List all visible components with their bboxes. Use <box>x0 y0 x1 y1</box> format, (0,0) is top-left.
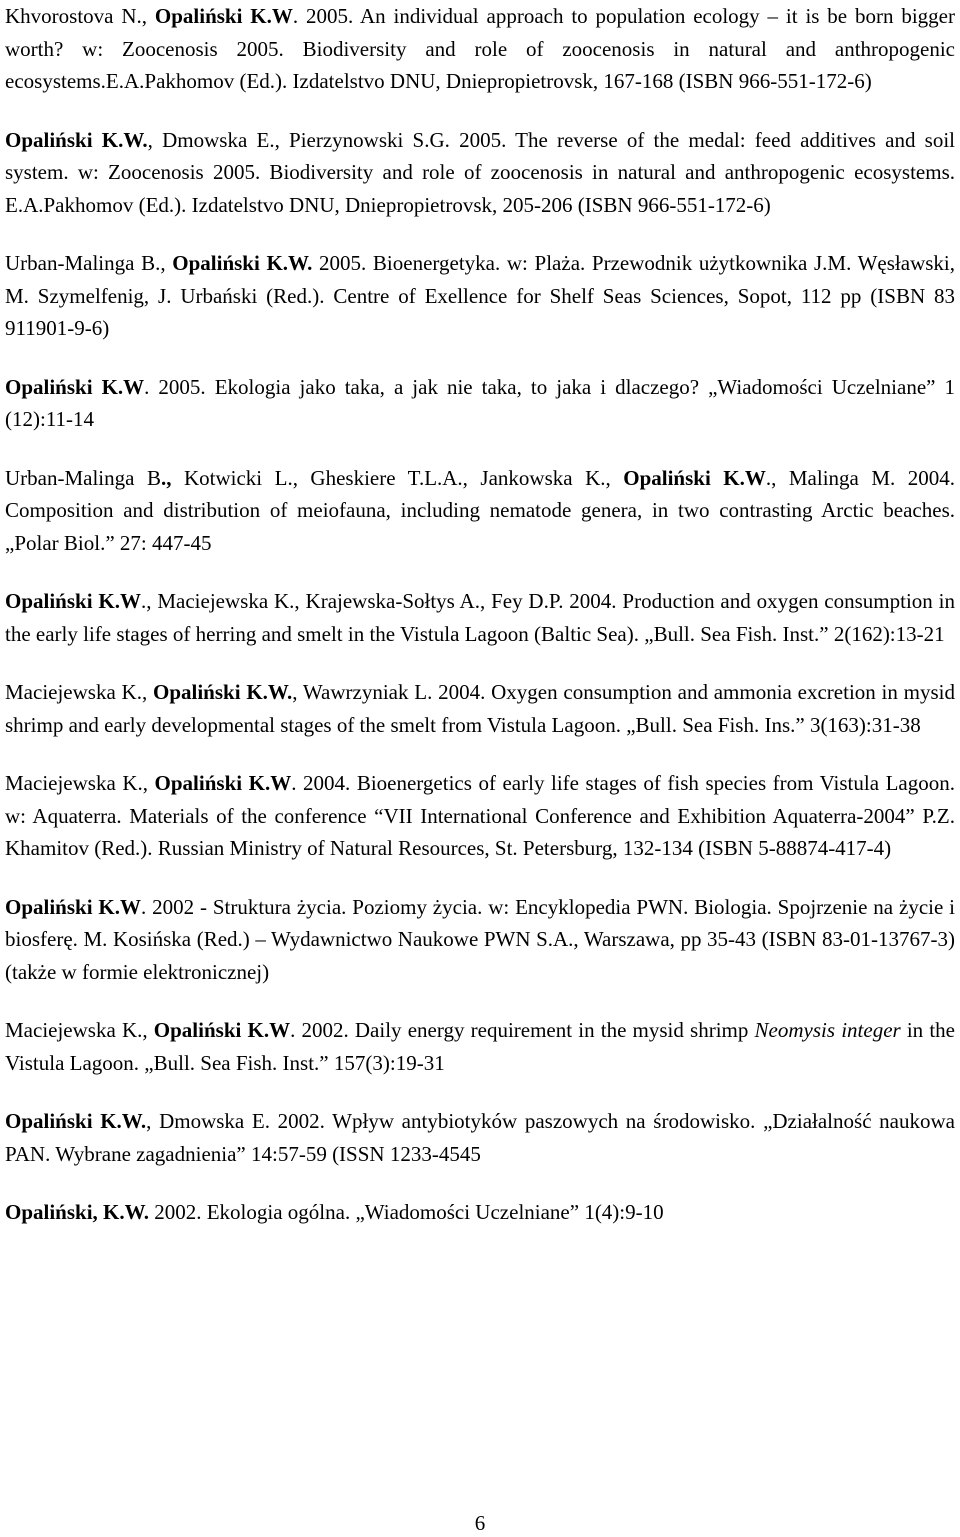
reference-text: , Dmowska E., Pierzynowski S.G. 2005. The reverse of the medal: feed additives and soil system. w: Zoocenosis 2005. Biodiversity and role of zoocenosis in natural and anthropogenic ecosystems. E.A.Pakhomov (Ed.). Izdatelstvo DNU, Dniepropietrovsk, 205-206 (ISBN 966-551-172-6) <box>5 127 955 217</box>
reference-text: Maciejewska K., <box>5 680 153 704</box>
reference-text: ., Malinga M. 2004. Composition and distribution of meiofauna, including nematode genera, in two contrasting Arctic beaches. „Polar Biol.” 27: 447-45 <box>5 465 956 555</box>
reference-text: . 2005. An individual approach to population ecology – it is be born bigger worth? w: Zoocenosis 2005. Biodiversity and role of zoocenosis in natural and anthropogenic ecosystems.E.A.Pakhomov (Ed.). Izdatelstvo DNU, Dniepropietrovsk, 167-168 (ISBN 966-551-172-6) <box>5 4 955 93</box>
reference-entry <box>5 124 955 222</box>
reference-entry <box>5 891 955 989</box>
author-highlight: Opaliński K.W. <box>5 127 148 152</box>
reference-entry <box>5 1014 955 1079</box>
author-highlight: Opaliński K.W. <box>5 1109 147 1133</box>
reference-entry <box>5 1105 955 1170</box>
reference-entry <box>5 0 955 98</box>
reference-text: Maciejewska K., <box>5 1018 154 1042</box>
author-highlight: Opaliński K.W <box>154 4 293 28</box>
author-highlight: Opaliński K.W <box>5 374 145 399</box>
reference-text: . 2002 - Struktura życia. Poziomy życia. w: Encyklopedia PWN. Biologia. Spojrzenie na życie i biosferę. M. Kosińska (Red.) – Wydawnictwo Naukowe PWN S.A., Warszawa, pp 35-43 (ISBN 83-01-13767-3) (także w formie elektronicznej) <box>5 894 955 984</box>
author-highlight: Opaliński K.W. <box>172 251 313 275</box>
page-number: 6 <box>474 1511 486 1535</box>
species-name: Neomysis integer <box>754 1018 901 1042</box>
reference-text: , Dmowska E. 2002. Wpływ antybiotyków paszowych na środowisko. „Działalność naukowa PAN. Wybrane zagadnienia” 14:57-59 (ISSN 1233-4545 <box>5 1109 955 1166</box>
reference-list <box>5 0 955 1255</box>
author-highlight: Opaliński K.W <box>623 465 766 490</box>
reference-entry <box>5 247 955 345</box>
author-highlight: Opaliński K.W <box>153 1018 291 1042</box>
reference-text: Urban-Malinga B., <box>5 251 173 275</box>
author-highlight: Opaliński K.W <box>5 894 141 919</box>
author-highlight: Opaliński K.W. <box>153 680 293 704</box>
author-highlight: Opaliński, K.W. <box>5 1200 149 1224</box>
reference-text: . 2004. Bioenergetics of early life stages of fish species from Vistula Lagoon. w: Aquaterra. Materials of the conference “VII International Conference and Exhibition Aquaterra-2004” P.Z. Khamitov (Red.). Russian Ministry of Natural Resources, St. Petersburg, 132-134 (ISBN 5-88874-417-4) <box>5 771 955 860</box>
reference-text: ., Maciejewska K., Krajewska-Sołtys A., Fey D.P. 2004. Production and oxygen consumption in the early life stages of herring and smelt in the Vistula Lagoon (Baltic Sea). „Bull. Sea Fish. Inst.” 2(162):13-21 <box>5 589 955 646</box>
reference-text: 2005. Bioenergetyka. w: Plaża. Przewodnik użytkownika J.M. Węsławski, M. Szymelfenig, J. Urbański (Red.). Centre of Exellence for Shelf Seas Sciences, Sopot, 112 pp (ISBN 83 911901-9-6) <box>5 251 955 340</box>
reference-text: . 2005. Ekologia jako taka, a jak nie taka, to jaka i dlaczego? „Wiadomości Uczelniane” 1 (12):11-14 <box>5 374 955 431</box>
bold-punctuation: ., <box>160 465 172 490</box>
reference-entry <box>5 767 955 865</box>
reference-text: Maciejewska K., <box>5 771 155 795</box>
reference-entry <box>5 585 955 650</box>
reference-entry <box>5 676 955 741</box>
reference-text: . 2002. Daily energy requirement in the mysid shrimp <box>290 1018 755 1042</box>
reference-text: Khvorostova N., <box>5 4 155 28</box>
reference-entry <box>5 1196 955 1229</box>
reference-text: Kotwicki L., Gheskiere T.L.A., Jankowska K., <box>171 465 624 490</box>
reference-text: 2002. Ekologia ogólna. „Wiadomości Uczelniane” 1(4):9-10 <box>148 1200 664 1224</box>
reference-text: Urban-Malinga B <box>5 465 161 490</box>
reference-entry <box>5 462 955 560</box>
author-highlight: Opaliński K.W <box>154 771 292 795</box>
reference-entry <box>5 371 955 436</box>
reference-text: in the Vistula Lagoon. „Bull. Sea Fish. Inst.” 157(3):19-31 <box>5 1018 955 1075</box>
author-highlight: Opaliński K.W <box>5 589 141 613</box>
reference-text: , Wawrzyniak L. 2004. Oxygen consumption and ammonia excretion in mysid shrimp and early developmental stages of the smelt from Vistula Lagoon. „Bull. Sea Fish. Ins.” 3(163):31-38 <box>5 680 955 737</box>
